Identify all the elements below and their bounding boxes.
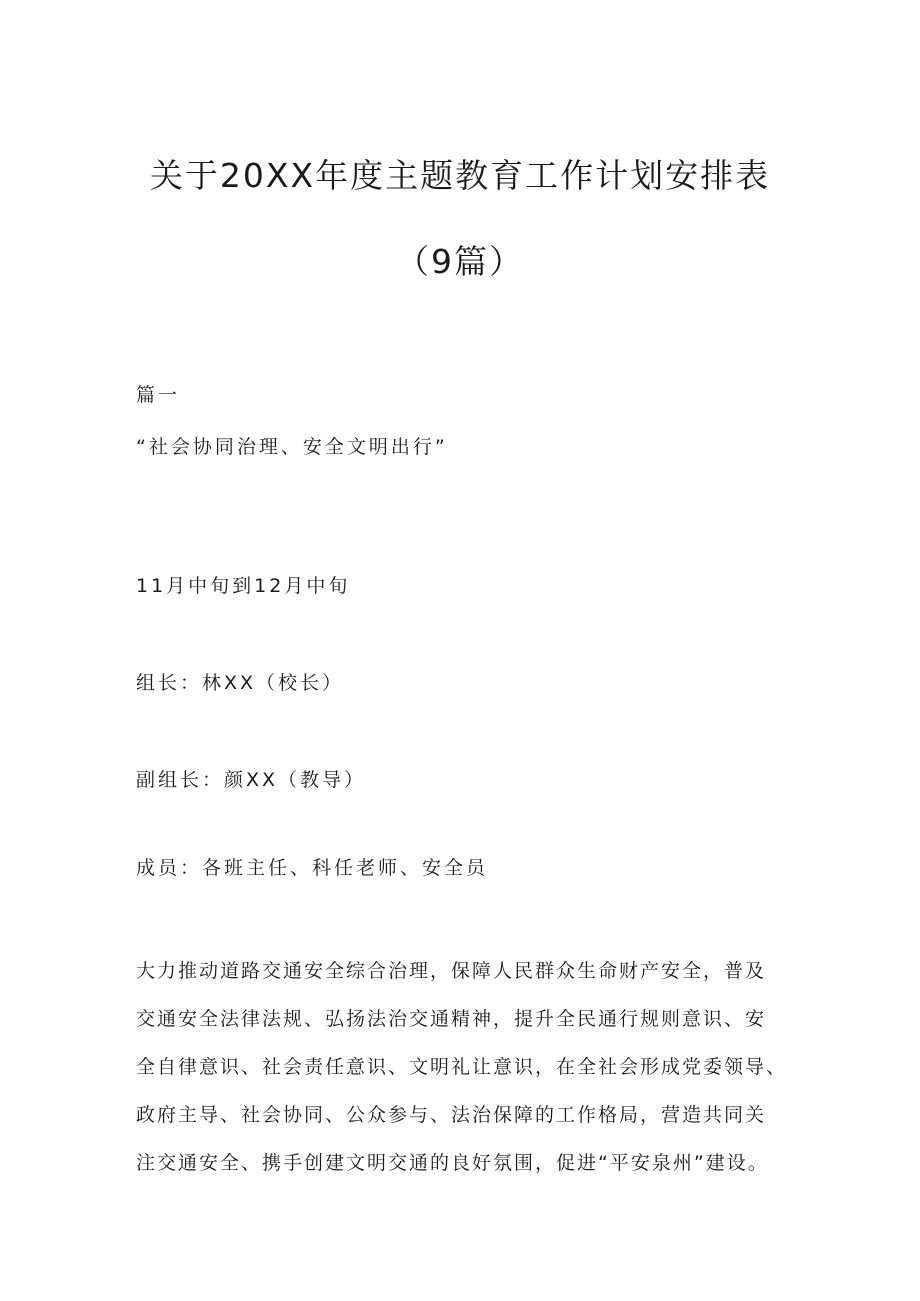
paragraph-line: 交通安全法律法规、弘扬法治交通精神，提升全民通行规则意识、安 xyxy=(136,1008,767,1030)
paragraph-line: 政府主导、社会协同、公众参与、法治保障的工作格局，营造共同关 xyxy=(136,1104,767,1126)
theme-text: “社会协同治理、安全文明出行” xyxy=(136,436,448,458)
section-label: 篇一 xyxy=(136,384,181,406)
group-members: 成员：各班主任、科任老师、安全员 xyxy=(136,857,489,879)
document-title: 关于20XX年度主题教育工作计划安排表 xyxy=(149,156,771,195)
paragraph-line: 注交通安全、携手创建文明交通的良好氛围，促进“平安泉州”建设。 xyxy=(136,1152,769,1174)
body-paragraph xyxy=(136,947,816,1187)
group-leader: 组长：林XX（校长） xyxy=(136,672,345,694)
vice-group-leader: 副组长：颜XX（教导） xyxy=(136,769,367,791)
paragraph-line: 大力推动道路交通安全综合治理，保障人民群众生命财产安全，普及 xyxy=(136,960,767,982)
paragraph-line: 全自律意识、社会责任意识、文明礼让意识，在全社会形成党委领导、 xyxy=(136,1056,788,1078)
document-subtitle: （9篇） xyxy=(396,242,524,281)
date-range: 11月中旬到12月中旬 xyxy=(136,575,351,597)
